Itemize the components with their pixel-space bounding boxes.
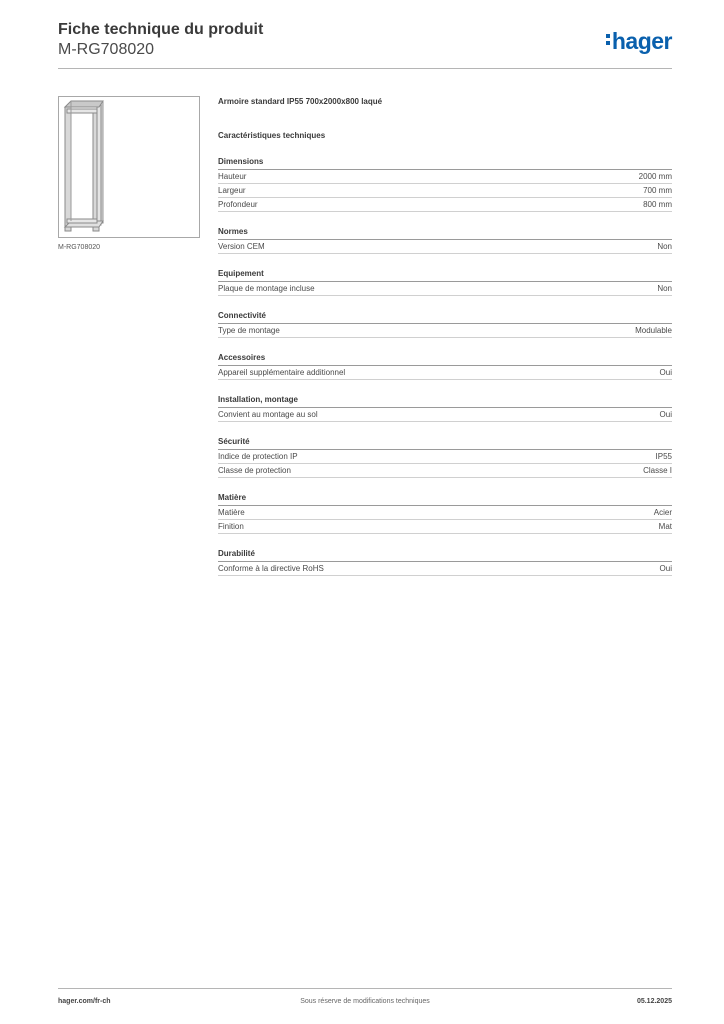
header-divider [58,68,672,69]
spec-value: Oui [659,368,672,377]
spec-label: Profondeur [218,200,258,209]
spec-label: Conforme à la directive RoHS [218,564,324,573]
group-title: Matière [218,492,672,506]
logo-dots-icon [606,34,610,48]
spec-row [218,408,672,422]
group-title: Equipement [218,268,672,282]
spec-label: Hauteur [218,172,247,181]
spec-value: 2000 mm [638,172,672,181]
spec-group-installation [218,394,672,422]
spec-row [218,520,672,534]
spec-row [218,198,672,212]
spec-row [218,282,672,296]
footer-disclaimer: Sous réserve de modifications techniques [300,998,430,1005]
spec-value: Oui [659,564,672,573]
spec-group-securite [218,436,672,478]
footer-date: 05.12.2025 [636,998,672,1005]
group-title: Sécurité [218,436,672,450]
hager-logo [606,28,672,55]
spec-content [218,96,672,576]
spec-row [218,184,672,198]
spec-label: Largeur [218,186,246,195]
page-footer [58,998,672,1010]
spec-row [218,170,672,184]
footer-divider [58,988,672,989]
spec-value: 800 mm [643,200,672,209]
spec-group-durabilite [218,548,672,576]
group-title: Normes [218,226,672,240]
spec-value: Non [657,242,672,251]
spec-group-normes [218,226,672,254]
spec-group-matiere [218,492,672,534]
spec-value: Modulable [635,326,672,335]
spec-label: Finition [218,522,244,531]
logo-text: hager [611,28,672,54]
footer-website-link[interactable]: hager.com/fr-ch [58,998,111,1005]
spec-label: Convient au montage au sol [218,410,318,419]
spec-label: Type de montage [218,326,280,335]
spec-label: Classe de protection [218,466,291,475]
spec-value: Non [657,284,672,293]
spec-group-dimensions [218,156,672,212]
spec-row [218,324,672,338]
characteristics-title: Caractéristiques techniques [218,131,326,140]
spec-row [218,366,672,380]
spec-label: Plaque de montage incluse [218,284,315,293]
image-caption: M-RG708020 [58,244,101,251]
spec-group-accessoires [218,352,672,380]
spec-group-equipement [218,268,672,296]
spec-label: Matière [218,508,245,517]
spec-value: Mat [658,522,672,531]
spec-row [218,464,672,478]
page-title: Fiche technique du produit [58,21,264,38]
spec-group-connectivite [218,310,672,338]
spec-value: Acier [653,508,672,517]
spec-row [218,562,672,576]
spec-value: Classe I [643,466,672,475]
page-header [58,20,672,70]
spec-label: Version CEM [218,242,265,251]
group-title: Dimensions [218,156,672,170]
product-name: Armoire standard IP55 700x2000x800 laqué [218,97,383,106]
product-reference: M-RG708020 [58,41,155,58]
spec-value: 700 mm [643,186,672,195]
group-title: Accessoires [218,352,672,366]
cabinet-frame-icon [59,97,199,237]
spec-label: Indice de protection IP [218,452,298,461]
spec-row [218,506,672,520]
spec-row [218,450,672,464]
spec-row [218,240,672,254]
group-title: Installation, montage [218,394,672,408]
spec-value: IP55 [655,452,672,461]
spec-label: Appareil supplémentaire additionnel [218,368,346,377]
product-image [58,96,200,238]
group-title: Durabilité [218,548,672,562]
group-title: Connectivité [218,310,672,324]
spec-value: Oui [659,410,672,419]
